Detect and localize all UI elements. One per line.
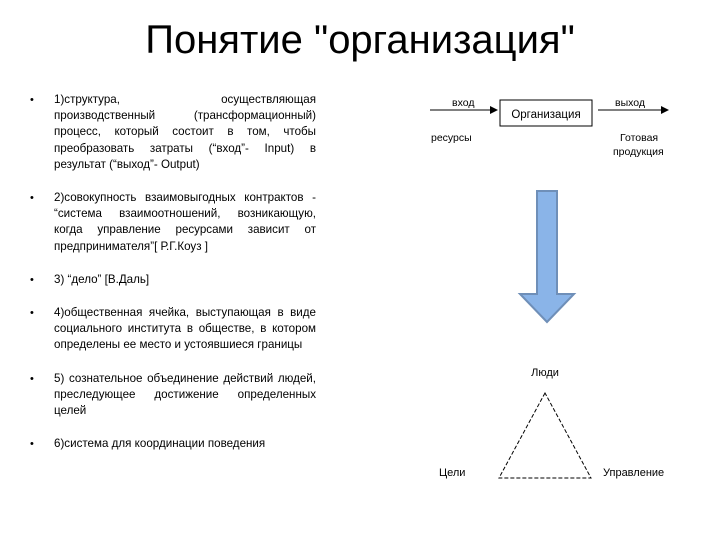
- bullet-marker: •: [30, 192, 34, 205]
- input-label: вход: [452, 97, 475, 109]
- triangle-top-label: Люди: [531, 367, 559, 379]
- product-label-line1: Готовая: [620, 132, 659, 144]
- bullet-marker: •: [30, 94, 34, 106]
- triangle-right-label: Управление: [603, 467, 665, 479]
- triangle-shape: [499, 393, 591, 478]
- definition-text-3: 3) “дело” [В.Даль]: [54, 272, 150, 286]
- organization-box-label: Организация: [511, 109, 581, 121]
- down-arrow-icon: [520, 191, 574, 322]
- definition-text-2: 2)совокупность взаимовыгодных контрактов - “система взаимоотношений, возникающую, когда управление ресурсами зависит от предпринимателя”[ Р.Г.Коуз ]: [54, 191, 316, 253]
- resources-label: ресурсы: [431, 132, 472, 144]
- definition-text-5: 5) сознательное объединение действий людей, преследующее достижение определенных целей: [54, 371, 316, 418]
- bullet-marker: •: [30, 307, 34, 320]
- output-label: выход: [615, 97, 645, 109]
- triangle-left-label: Цели: [439, 467, 466, 479]
- bullet-marker: •: [30, 273, 34, 286]
- product-label-line2: продукция: [613, 146, 664, 158]
- definition-text-6: 6)система для координации поведения: [54, 437, 266, 451]
- bullet-marker: •: [30, 372, 34, 385]
- bullet-marker: •: [30, 438, 34, 451]
- definition-text-1: 1)структура, осуществляющая производственный (трансформационный) процесс, который состоит в том, чтобы преобразовать затраты (“вход”- Input) в результат (“выход”- Output): [54, 93, 316, 171]
- slide-title: Понятие "организация": [145, 18, 575, 62]
- definition-text-4: 4)общественная ячейка, выступающая в виде социального института в обществе, в котором определены ее место и устоявшиеся границы: [54, 306, 316, 352]
